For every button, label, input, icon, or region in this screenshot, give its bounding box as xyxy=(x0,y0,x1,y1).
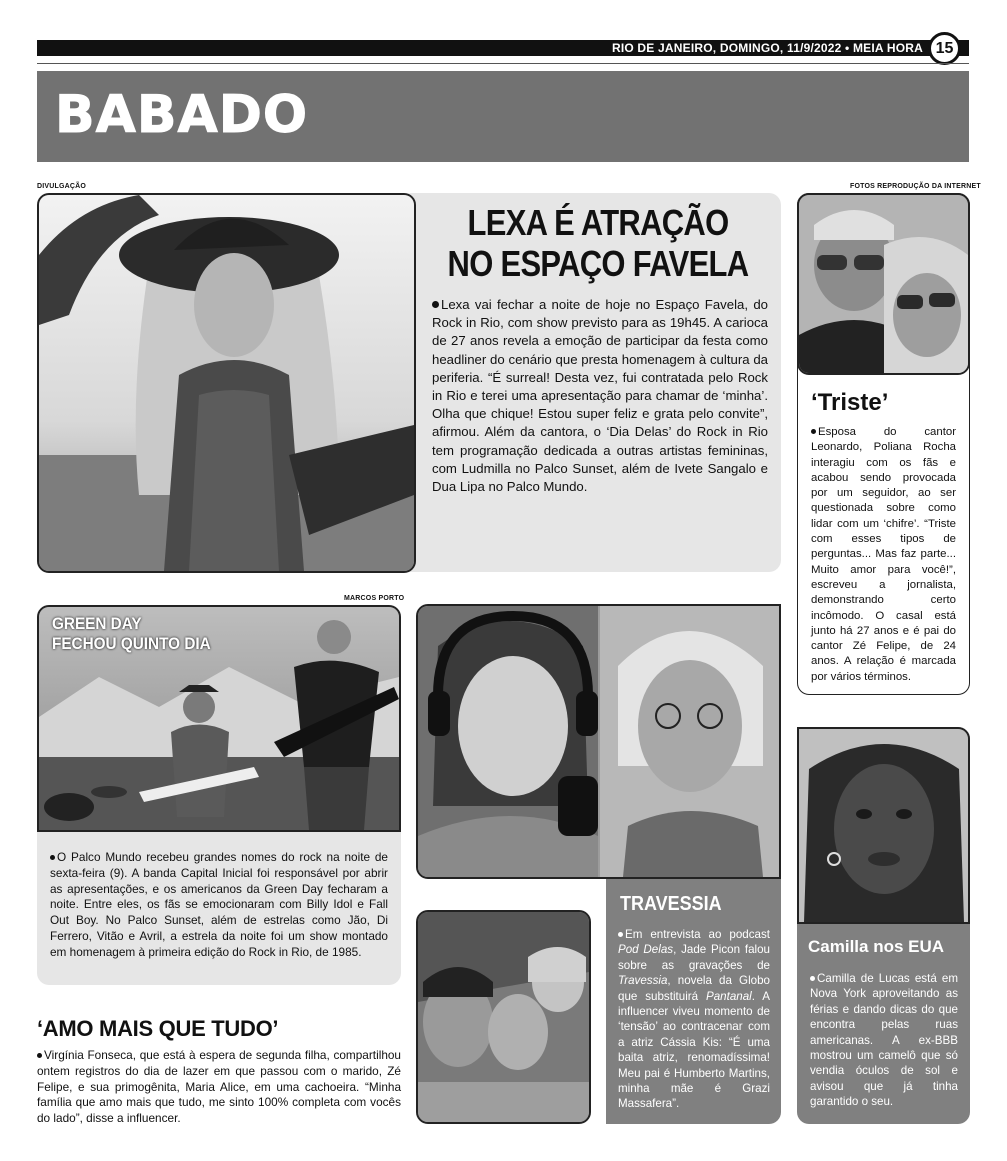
camilla-title: Camilla nos EUA xyxy=(808,937,945,956)
amo-body-text: Virgínia Fonseca, que está à espera de segunda filha, compartilhou ontem registros do dia de lazer em que passou com o marido, Zé Felipe, e sua primogênita, Maria Alice, em uma cachoeira. “Minha família que amo mais que tudo, me sinto 100% completa com vocês do lado”, disse a influencer. xyxy=(37,1048,401,1126)
lexa-body-text: Lexa vai fechar a noite de hoje no Espaço Favela, do Rock in Rio, com show previsto para as 19h45. A carioca de 27 anos revela a emoção de participar da festa como headliner do cenário que presta homenagem à cultura da periferia. “É surreal! Desta vez, fui contratada pelo Rock in Rio e terei uma apresentação para chamar de ‘minha’. Olha que chique! Estou super feliz e grata pelo convite”, afirmou. Além da cantora, o ‘Dia Delas’ do Rock in Rio tem programação dedicada a outras artistas femininas, com Ludmilla no Palco Sunset, além de Ivete Sangalo e Dua Lipa no Palco Mundo. xyxy=(432,297,768,495)
camilla-photo xyxy=(797,727,970,924)
green-day-title xyxy=(52,614,228,654)
bullet-icon xyxy=(50,855,55,860)
travessia-body-part: , novela da Globo que substituirá xyxy=(618,974,770,1003)
triste-body-text: Esposa do cantor Leonardo, Poliana Rocha interagiu com os fãs e acabou sendo provocada por um seguidor, ao ser questionada sobre como lidar com um ‘chifre’. “Triste com esses tipos de perguntas... Mas faz parte... Muito amor para você!”, escreveu a jornalista, demonstrando certo incômodo. O casal está junto há 27 anos e é pai do cantor Zé Felipe, de 24 anos. A relação é marcada por vários términos. xyxy=(811,426,956,683)
amo-body xyxy=(37,1048,401,1127)
credit-fotos-reproducao: FOTOS REPRODUÇÃO DA INTERNET xyxy=(850,183,981,190)
bullet-icon xyxy=(811,429,816,434)
date-line: RIO DE JANEIRO, DOMINGO, 11/9/2022 • MEIA HORA xyxy=(611,41,923,55)
green-day-title-line1: GREEN DAY xyxy=(52,614,142,633)
lexa-title-line1: LEXA É ATRAÇÃO xyxy=(467,202,729,243)
bullet-icon xyxy=(37,1053,42,1058)
travessia-novela-name: Travessia xyxy=(618,974,668,988)
green-day-body xyxy=(50,850,388,961)
credit-marcos-porto: MARCOS PORTO xyxy=(344,595,405,602)
travessia-body xyxy=(618,927,770,1112)
travessia-podcast-name: Pod Delas xyxy=(618,943,674,957)
bullet-icon xyxy=(432,301,439,308)
page-number: 15 xyxy=(928,32,961,65)
green-day-body-text: O Palco Mundo recebeu grandes nomes do rock na noite de sexta-feira (9). A banda Capital Inicial foi responsável por abrir as apresentações, e os americanos da Green Day fecharam a noite. Entre eles, os fãs se emocionaram com Billy Idol e Fall Out Boy. No Palco Sunset, além de estrelas como Jão, Di Ferrero, Vitão e Avril, a estrela da noite foi um show montado em homenagem à primeira edição do Rock in Rio, de 1985. xyxy=(50,850,388,959)
bullet-icon xyxy=(810,976,815,981)
credit-divulgacao: DIVULGAÇÃO xyxy=(37,183,87,190)
camilla-body-text: Camilla de Lucas está em Nova York aproveitando as férias e dando dicas do que encontra pelas ruas americanas. A ex-BBB mostrou um camelô que só vendia óculos de sol e avisou que já tinha garantido o seu. xyxy=(810,972,958,1109)
lexa-body xyxy=(432,296,768,496)
header-bar xyxy=(37,40,969,56)
triste-photo xyxy=(797,193,970,375)
triste-body xyxy=(811,425,956,685)
travessia-title: TRAVESSIA xyxy=(620,893,722,915)
section-title: BABADO xyxy=(55,85,309,145)
travessia-body-part: . A influencer viveu momento de ‘tensão’ ao contracenar com a atriz Cássia Kis: “É uma baita atriz, renomadíssima! Meu pai é Humberto Martins, minha mãe é Grazi Massafera”. xyxy=(618,989,770,1111)
travessia-photo xyxy=(416,604,781,879)
triste-title: ‘Triste’ xyxy=(811,389,889,416)
lexa-photo xyxy=(37,193,416,573)
section-banner xyxy=(37,71,969,162)
camilla-body xyxy=(810,971,958,1110)
amo-title: ‘AMO MAIS QUE TUDO’ xyxy=(37,1016,279,1041)
virginia-photo xyxy=(416,910,591,1124)
lexa-title xyxy=(418,202,778,284)
green-day-title-line2: FECHOU QUINTO DIA xyxy=(52,634,211,653)
lexa-title-line2: NO ESPAÇO FAVELA xyxy=(447,243,749,284)
travessia-body-part: , Jade Picon falou sobre as gravações de xyxy=(618,943,770,972)
bullet-icon xyxy=(618,932,623,937)
travessia-pantanal-name: Pantanal xyxy=(705,989,752,1003)
header-rule xyxy=(37,63,969,64)
travessia-body-part: Em entrevista ao podcast xyxy=(625,928,770,941)
